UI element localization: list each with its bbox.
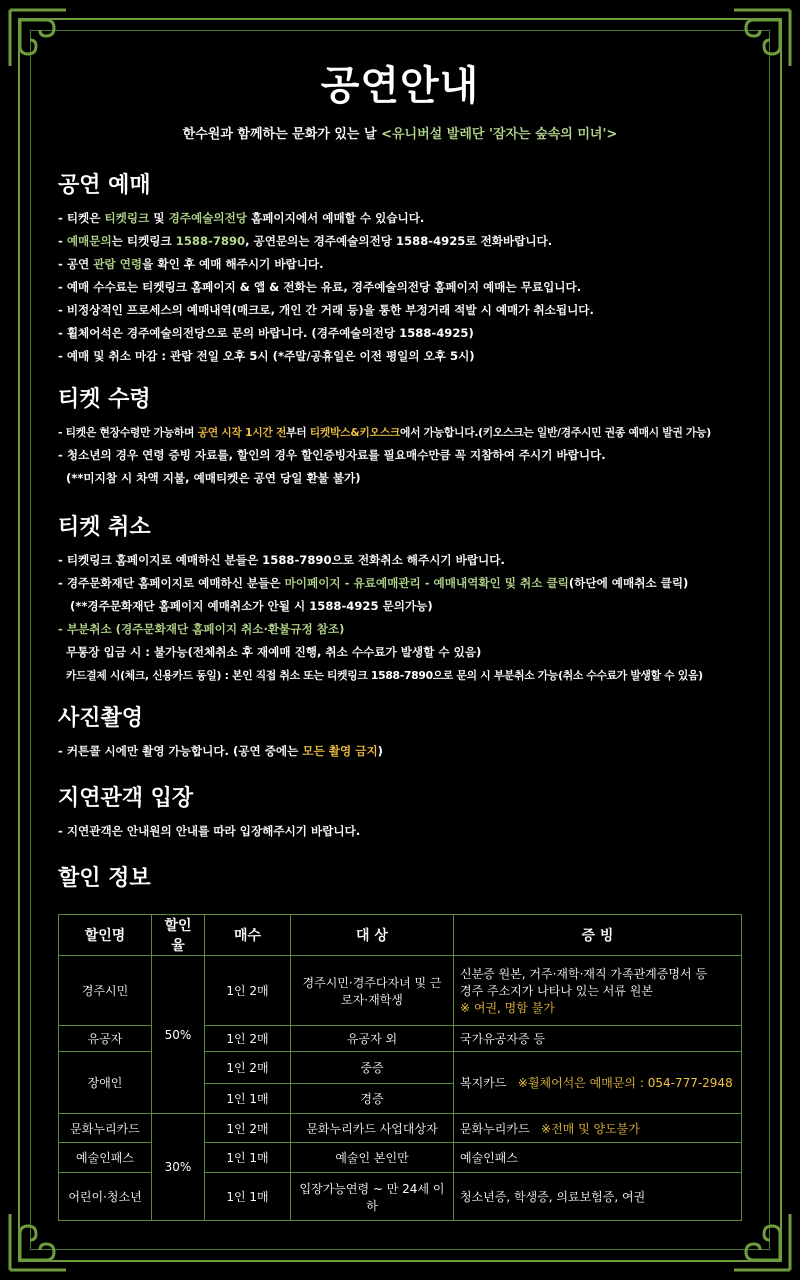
section-title-discount: 할인 정보: [58, 866, 151, 891]
table-cell: 유공자: [59, 1026, 152, 1052]
table-cell: 문화누리카드 ※전매 및 양도불가: [454, 1114, 742, 1143]
table-cell: 경주시민·경주다자녀 및 근로자·재학생: [291, 956, 454, 1026]
table-row: [59, 956, 742, 1026]
booking-line: - 비정상적인 프로세스의 예매내역(매크로, 개인 간 거래 등)을 통한 부정거래 적발 시 예매가 취소됩니다.: [58, 303, 594, 317]
page-subtitle: [58, 123, 742, 142]
table-cell: 경증: [291, 1084, 454, 1114]
notice-content: [58, 40, 742, 900]
table-cell: 예술인패스: [59, 1143, 152, 1173]
cancel-line: - 부분취소 (경주문화재단 홈페이지 취소·환불규정 참조): [58, 622, 345, 636]
section-title-pickup: 티켓 수령: [58, 387, 151, 412]
table-cell: 30%: [152, 1114, 205, 1221]
table-cell: 어린이·청소년: [59, 1173, 152, 1221]
pickup-line: - 티켓은 현장수령만 가능하며 공연 시작 1시간 전부터 티켓박스&키오스크에서 가능합니다.(키오스크는 일반/경주시민 권종 예매시 발권 가능): [58, 426, 711, 439]
table-cell: 신분증 원본, 거주·재학·재직 가족관계증명서 등 경주 주소지가 나타나 있는 서류 원본 ※ 여권, 명함 불가: [454, 956, 742, 1026]
table-cell: 1인 1매: [205, 1143, 291, 1173]
header-cell: 할인율: [152, 915, 205, 956]
table-cell: 청소년증, 학생증, 의료보험증, 여권: [454, 1173, 742, 1221]
table-cell: 1인 2매: [205, 956, 291, 1026]
header-cell: 대 상: [291, 915, 454, 956]
section-title-cancel: 티켓 취소: [58, 515, 151, 540]
table-cell: 경주시민: [59, 956, 152, 1026]
pickup-line: - 청소년의 경우 연령 증빙 자료를, 할인의 경우 할인증빙자료를 필요매수만큼 꼭 지참하여 주시기 바랍니다.: [58, 448, 606, 462]
table-cell: 50%: [152, 956, 205, 1114]
table-cell: 국가유공자증 등: [454, 1026, 742, 1052]
booking-line: - 예매 및 취소 마감 : 관람 전일 오후 5시 (*주말/공휴일은 이전 평일의 오후 5시): [58, 349, 475, 363]
pickup-lines: [58, 421, 742, 490]
booking-line: - 공연 관람 연령을 확인 후 예매 해주시기 바랍니다.: [58, 257, 324, 271]
table-cell: 예술인패스: [454, 1143, 742, 1173]
header-cell: 매수: [205, 915, 291, 956]
page-title: 공연안내: [320, 63, 480, 109]
table-cell: 유공자 외: [291, 1026, 454, 1052]
table-cell: 복지카드 ※휠체어석은 예매문의 : 054-777-2948: [454, 1052, 742, 1114]
header-cell: 증 빙: [454, 915, 742, 956]
photo-lines: [58, 740, 742, 763]
subtitle-highlight: <유니버설 발레단 '잠자는 숲속의 미녀'>: [381, 127, 618, 142]
table-cell: 1인 2매: [205, 1052, 291, 1084]
late-lines: [58, 820, 742, 843]
booking-line: - 휠체어석은 경주예술의전당으로 문의 바랍니다. (경주예술의전당 1588-4925): [58, 326, 474, 340]
photo-line: - 커튼콜 시에만 촬영 가능합니다. (공연 중에는 모든 촬영 금지): [58, 744, 383, 758]
table-cell: 예술인 본인만: [291, 1143, 454, 1173]
cancel-line: 카드결제 시(체크, 신용카드 동일) : 본인 직접 취소 또는 티켓링크 1588-7890으로 문의 시 부분취소 가능(취소 수수료가 발생할 수 있음): [66, 669, 703, 682]
table-cell: 입장가능연령 ~ 만 24세 이하: [291, 1173, 454, 1221]
cancel-line: (**경주문화재단 홈페이지 예매취소가 안될 시 1588-4925 문의가능): [70, 599, 433, 613]
booking-line: - 예매문의는 티켓링크 1588-7890, 공연문의는 경주예술의전당 1588-4925로 전화바랍니다.: [58, 234, 553, 248]
booking-lines: [58, 207, 742, 368]
table-cell: 1인 1매: [205, 1084, 291, 1114]
subtitle-text: 한수원과 함께하는 문화가 있는 날: [182, 127, 382, 142]
booking-line: - 티켓은 티켓링크 및 경주예술의전당 홈페이지에서 예매할 수 있습니다.: [58, 211, 425, 225]
table-cell: 1인 1매: [205, 1173, 291, 1221]
table-cell: 1인 2매: [205, 1114, 291, 1143]
section-title-late: 지연관객 입장: [58, 786, 194, 811]
late-line: - 지연관객은 안내원의 안내를 따라 입장해주시기 바랍니다.: [58, 824, 361, 838]
table-header-row: [59, 915, 742, 956]
cancel-line: - 경주문화재단 홈페이지로 예매하신 분들은 마이페이지 - 유료예매관리 - 예매내역확인 및 취소 클릭(하단에 예매취소 클릭): [58, 576, 689, 590]
pickup-line: (**미지참 시 차액 지불, 예매티켓은 공연 당일 환불 불가): [66, 471, 361, 485]
section-title-photo: 사진촬영: [58, 706, 144, 731]
discount-table: [58, 914, 742, 1221]
table-cell: 중증: [291, 1052, 454, 1084]
cancel-line: - 티켓링크 홈페이지로 예매하신 분들은 1588-7890으로 전화취소 해주시기 바랍니다.: [58, 553, 505, 567]
table-cell: 문화누리카드 사업대상자: [291, 1114, 454, 1143]
table-row: [59, 1114, 742, 1143]
table-cell: 1인 2매: [205, 1026, 291, 1052]
cancel-lines: [58, 549, 742, 687]
booking-line: - 예매 수수료는 티켓링크 홈페이지 & 앱 & 전화는 유료, 경주예술의전당 홈페이지 예매는 무료입니다.: [58, 280, 582, 294]
table-cell: 장애인: [59, 1052, 152, 1114]
cancel-line: 무통장 입금 시 : 불가능(전체취소 후 재예매 진행, 취소 수수료가 발생할 수 있음): [66, 645, 482, 659]
header-cell: 할인명: [59, 915, 152, 956]
section-title-booking: 공연 예매: [58, 173, 151, 198]
table-cell: 문화누리카드: [59, 1114, 152, 1143]
